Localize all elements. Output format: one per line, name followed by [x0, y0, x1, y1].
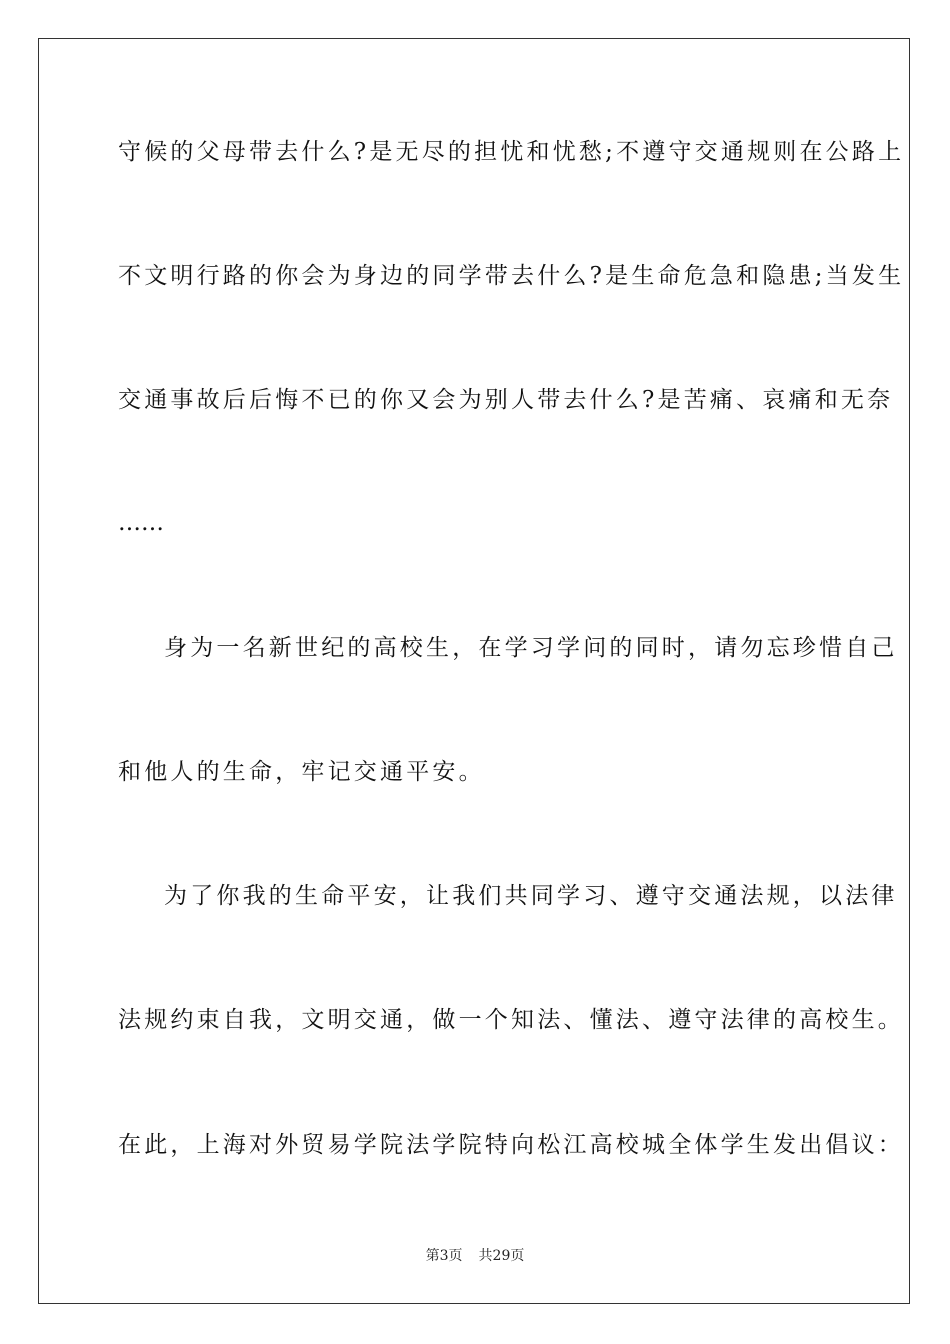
page-border	[38, 38, 910, 1304]
body-text-line: ……	[118, 510, 164, 536]
page-footer	[0, 1247, 950, 1265]
paragraph-start-line: 身为一名新世纪的高校生，在学习学问的同时，请勿忘珍惜自己	[164, 635, 898, 661]
body-text-line: 和他人的生命，牢记交通平安。	[118, 759, 485, 785]
total-pages: 共29页	[478, 1248, 525, 1264]
body-text-line: 守候的父母带去什么?是无尽的担忧和忧愁;不遵守交通规则在公路上	[118, 139, 905, 165]
body-text-line: 在此，上海对外贸易学院法学院特向松江高校城全体学生发出倡议：	[118, 1132, 904, 1158]
body-text-line: 不文明行路的你会为身边的同学带去什么?是生命危急和隐患;当发生	[118, 263, 905, 289]
body-text-line: 交通事故后后悔不已的你又会为别人带去什么?是苦痛、哀痛和无奈	[118, 387, 894, 413]
paragraph-start-line: 为了你我的生命平安，让我们共同学习、遵守交通法规，以法律	[164, 883, 898, 909]
body-text-line: 法规约束自我，文明交通，做一个知法、懂法、遵守法律的高校生。	[118, 1007, 904, 1033]
page-number: 第3页	[425, 1248, 463, 1264]
